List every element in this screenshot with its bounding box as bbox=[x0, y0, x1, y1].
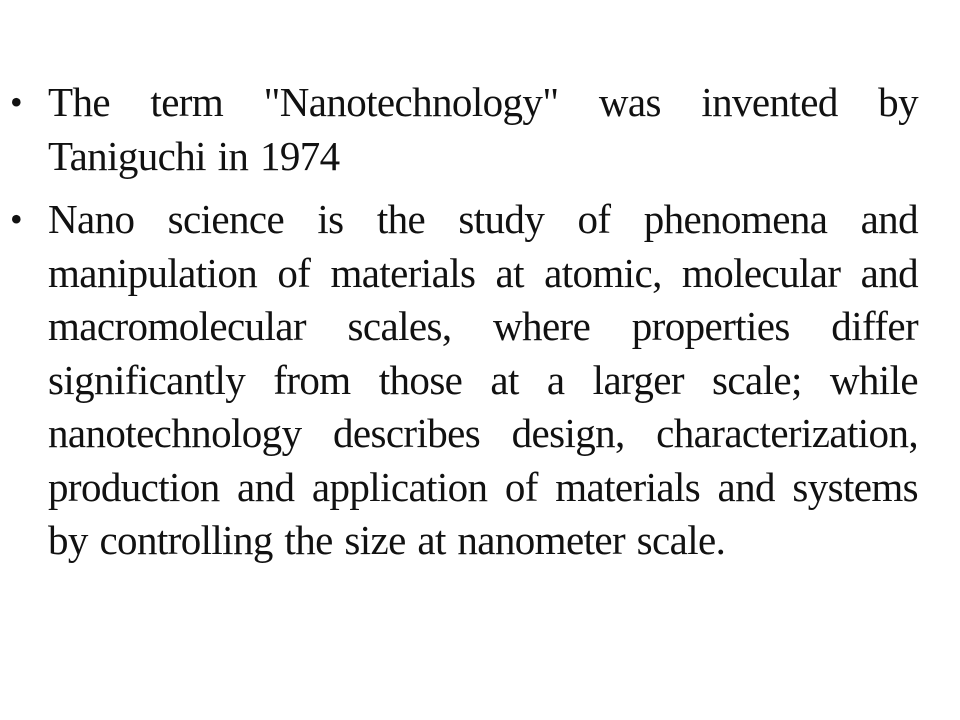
bullet-text: The term "Nanotechnology" was invented by Taniguchi in 1974 bbox=[48, 79, 918, 179]
bullet-list bbox=[0, 76, 960, 578]
bullet-item-term-origin bbox=[0, 76, 960, 183]
bullet-icon: • bbox=[10, 199, 23, 239]
bullet-icon: • bbox=[10, 82, 23, 122]
bullet-item-definition bbox=[0, 193, 960, 568]
bullet-text: Nano science is the study of phenomena and manipulation of materials at atomic, molecular and macromolecular scales, where properties differ significantly from those at a larger scale; while nanotechnology describes design, characterization, production and application of materials and systems by controlling the size at nanometer scale. bbox=[48, 196, 918, 563]
